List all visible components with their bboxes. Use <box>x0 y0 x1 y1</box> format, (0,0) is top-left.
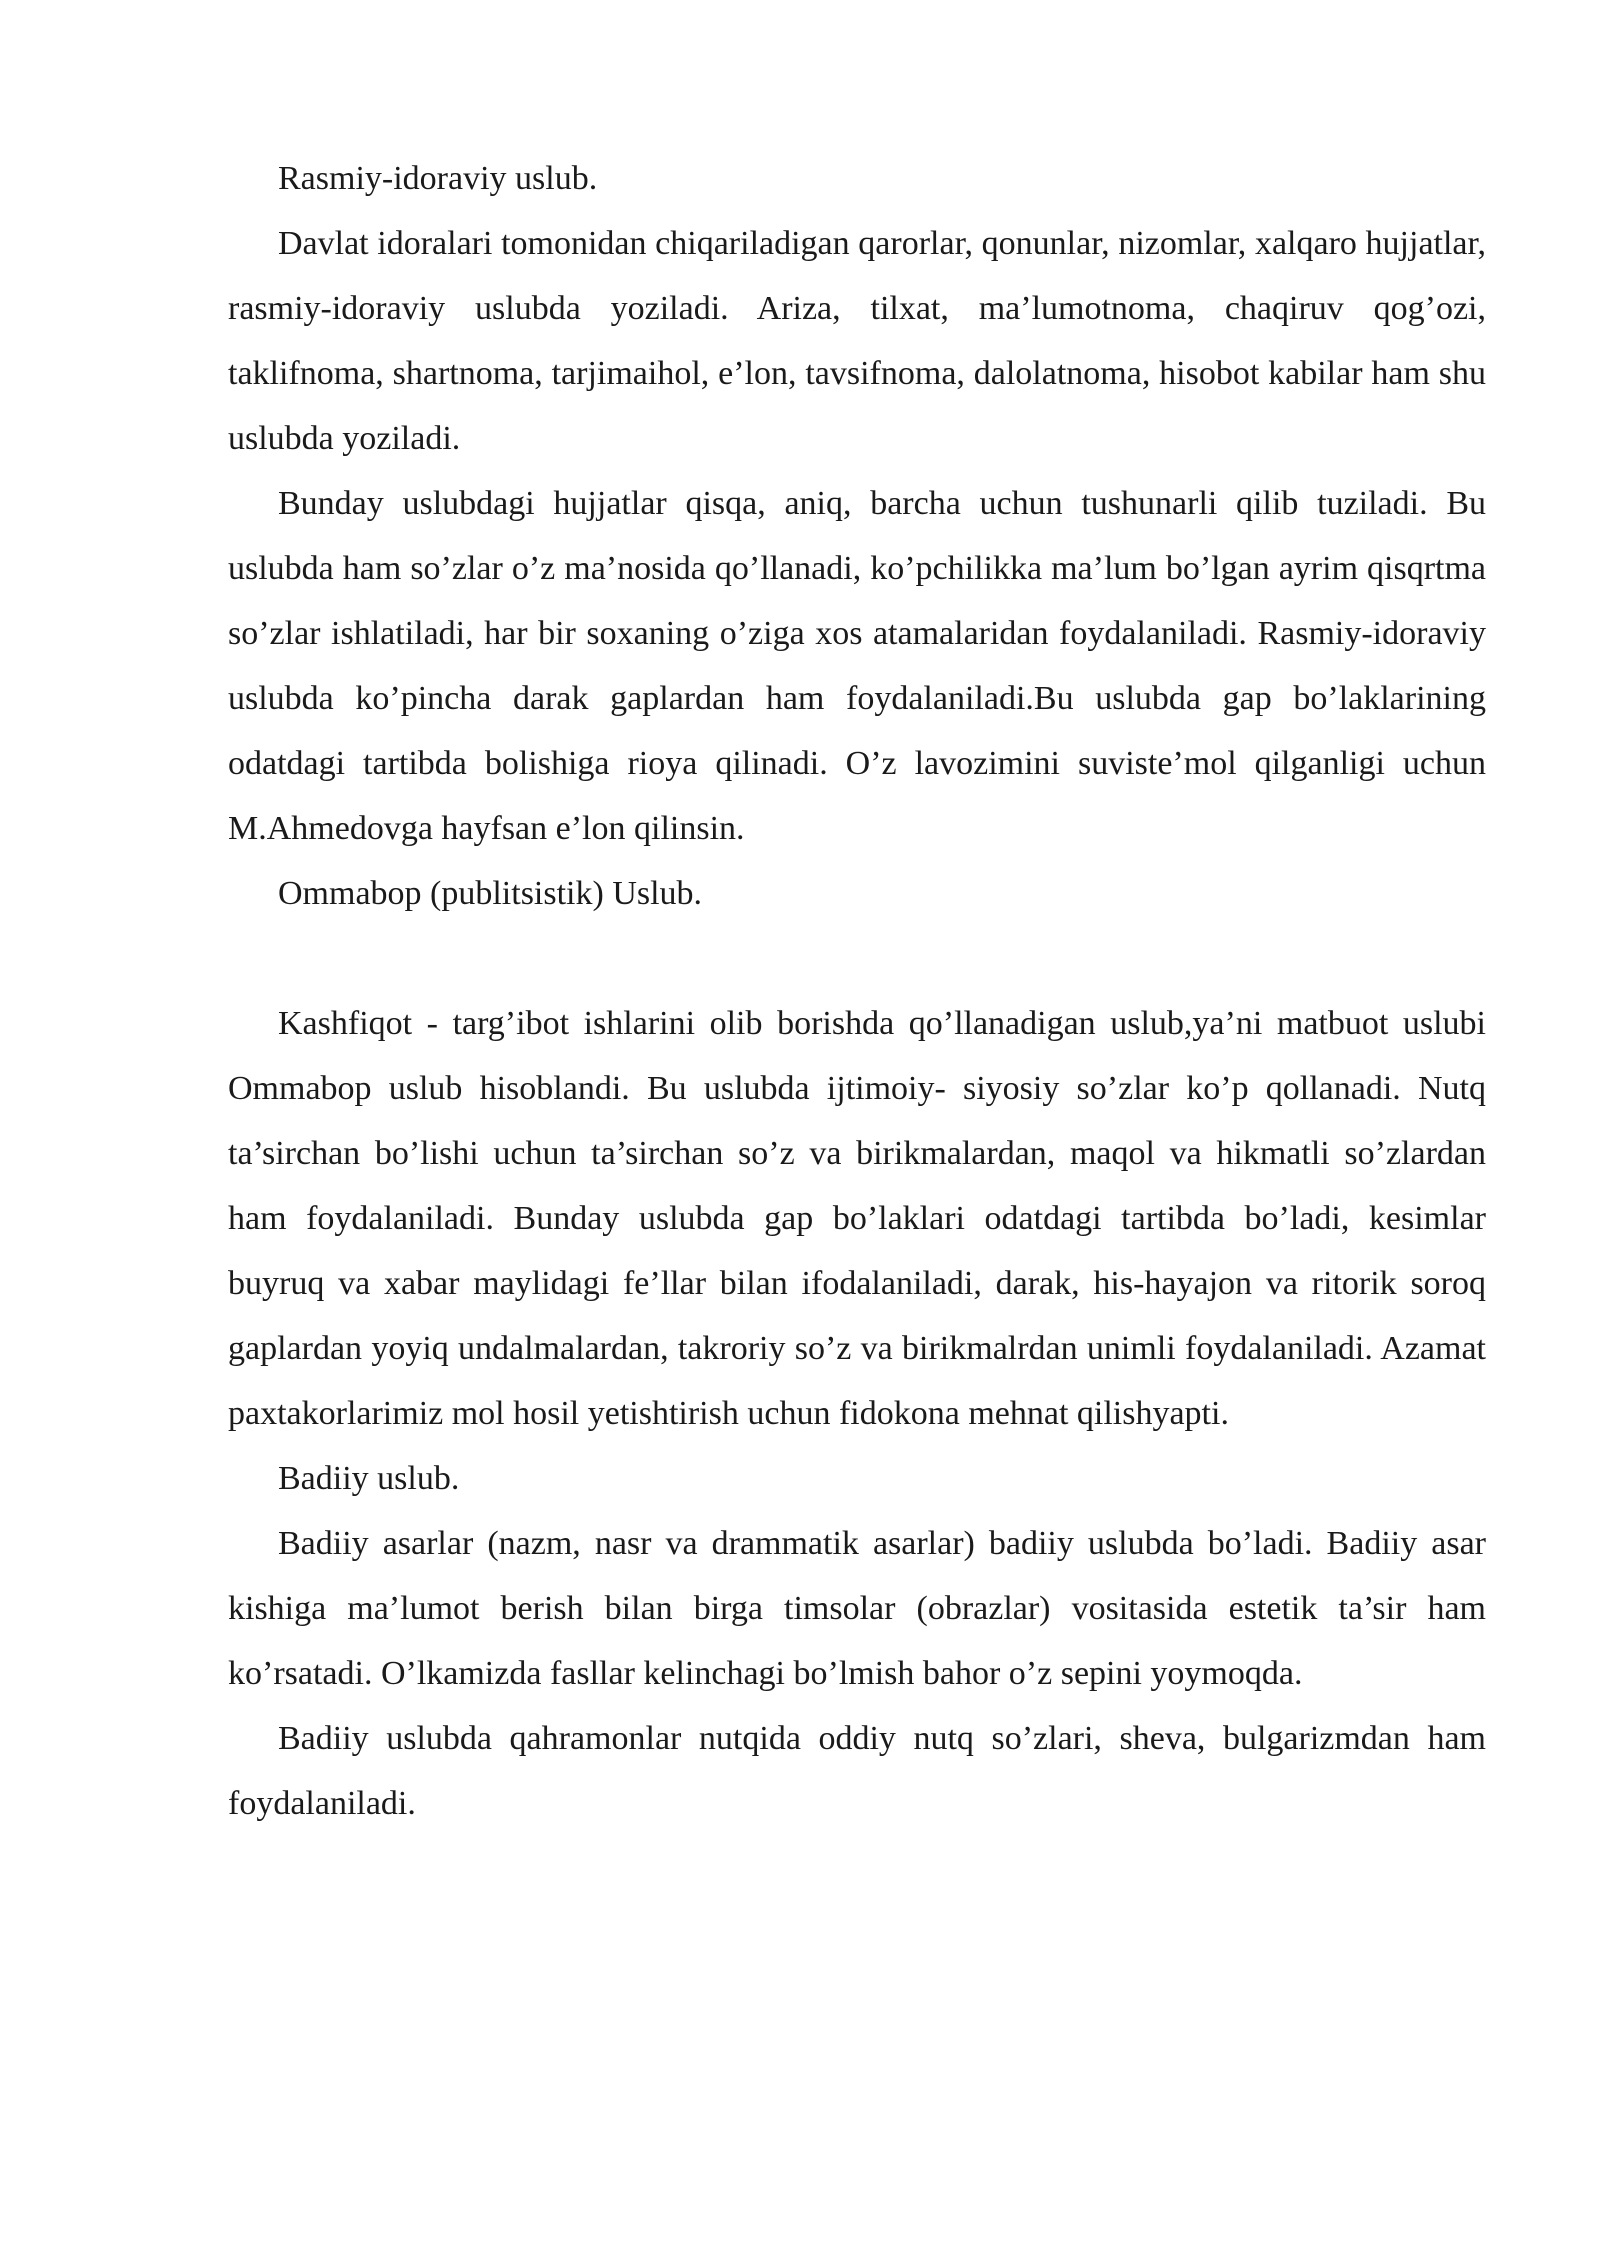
paragraph-badiiy-description: Badiiy asarlar (nazm, nasr va drammatik asarlar) badiiy uslubda bo’ladi. Badiiy asar kishiga ma’lumot berish bilan birga timsolar (obrazlar) vositasida estetik ta’sir ham ko’rsatadi. O’lkamizda fasllar kelinchagi bo’lmish bahor o’z sepini yoymoqda. <box>228 1525 1486 1692</box>
heading-ommabop: Ommabop (publitsistik) Uslub. <box>278 875 703 912</box>
paragraph-ommabop-description: Kashfiqot - targ’ibot ishlarini olib borishda qo’llanadigan uslub,ya’ni matbuot uslubi Ommabop uslub hisoblandi. Bu uslubda ijtimoiy- siyosiy so’zlar ko’p qollanadi. Nutq ta’sirchan bo’lishi uchun ta’sirchan so’z va birikmalardan, maqol va hikmatli so’zlardan ham foydalaniladi. Bunday uslubda gap bo’laklari odatdagi tartibda bo’ladi, kesimlar buyruq va xabar maylidagi fe’llar bilan ifodalaniladi, darak, his-hayajon va ritorik soroq gaplardan yoyiq undalmalardan, takroriy so’z va birikmalrdan unimli foydalaniladi. Azamat paxtakorlarimiz mol hosil yetishtirish uchun fidokona mehnat qilishyapti. <box>228 1005 1486 1432</box>
heading-rasmiy-idoraviy: Rasmiy-idoraviy uslub. <box>278 160 598 197</box>
heading-badiiy: Badiiy uslub. <box>278 1460 460 1497</box>
paragraph-badiiy-speech: Badiiy uslubda qahramonlar nutqida oddiy nutq so’zlari, sheva, bulgarizmdan ham foydalaniladi. <box>228 1720 1486 1822</box>
paragraph-rasmiy-definition: Davlat idoralari tomonidan chiqariladigan qarorlar, qonunlar, nizomlar, xalqaro hujjatlar, rasmiy-idoraviy uslubda yoziladi. Ariza, tilxat, ma’lumotnoma, chaqiruv qog’ozi, taklifnoma, shartnoma, tarjimaihol, e’lon, tavsifnoma, dalolatnoma, hisobot kabilar ham shu uslubda yoziladi. <box>228 225 1486 457</box>
paragraph-rasmiy-features: Bunday uslubdagi hujjatlar qisqa, aniq, barcha uchun tushunarli qilib tuziladi. Bu uslubda ham so’zlar o’z ma’nosida qo’llanadi, ko’pchilikka ma’lum bo’lgan ayrim qisqrtma so’zlar ishlatiladi, har bir soxaning o’ziga xos atamalaridan foydalaniladi. Rasmiy-idoraviy uslubda ko’pincha darak gaplardan ham foydalaniladi.Bu uslubda gap bo’laklarining odatdagi tartibda bolishiga rioya qilinadi. O’z lavozimini suviste’mol qilganligi uchun M.Ahmedovga hayfsan e’lon qilinsin. <box>228 485 1486 847</box>
document-page <box>228 146 1486 1836</box>
